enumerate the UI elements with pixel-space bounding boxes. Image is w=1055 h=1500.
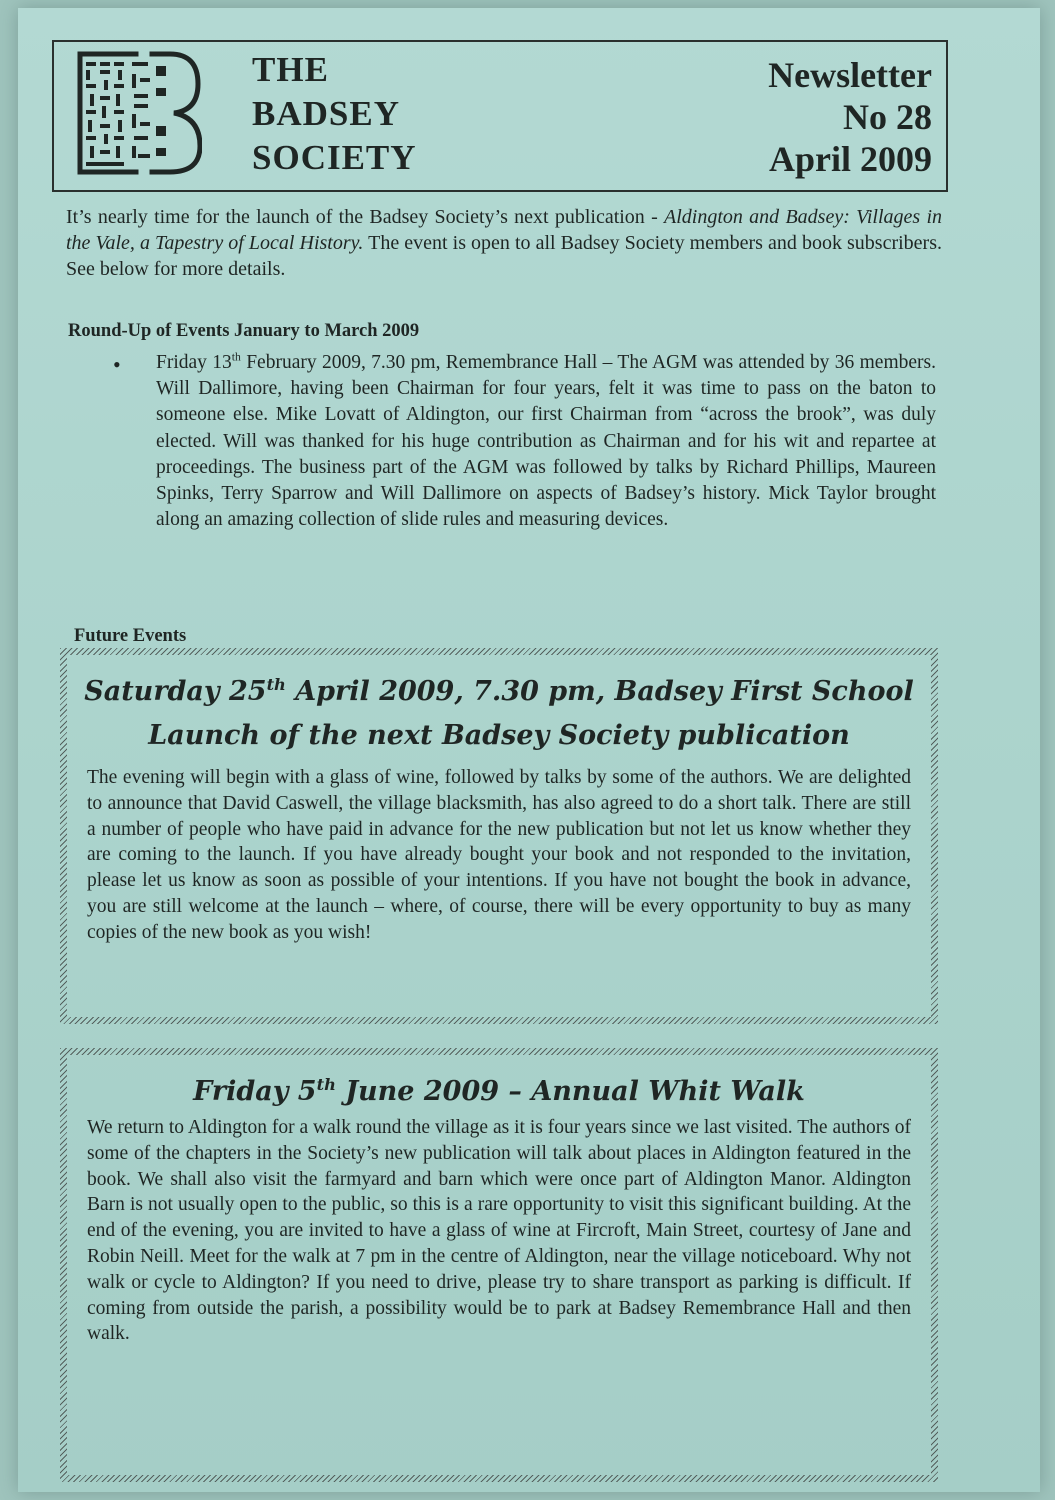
roundup-item-text: February 2009, 7.30 pm, Remembrance Hall – The AGM was attended by 36 members. Will Dallimore, having been Chairman for four years, felt it was time to pass on the baton to someone else. Mike Lovatt of Aldington, our first Chairman from “across the brook”, was duly elected. Will was thanked for his huge contribution as Chairman and for his wit and repartee at proceedings. The business part of the AGM was followed by talks by Richard Phillips, Maureen Spinks, Terry Sparrow and Will Dallimore on aspects of Badsey’s history. Mick Taylor brought along an amazing collection of slide rules and measuring devices. — [156, 352, 936, 531]
issue-date: April 2009 — [768, 139, 932, 179]
event-title-date: Saturday 25 — [84, 676, 267, 707]
event-title — [77, 1073, 921, 1111]
ordinal-suffix: th — [316, 1075, 336, 1094]
roundup-item-date: Friday 13 — [156, 352, 232, 373]
event-box-whit-walk — [60, 1048, 938, 1482]
future-events-heading: Future Events — [74, 626, 187, 646]
event-title-date: Friday 5 — [193, 1076, 317, 1107]
society-name-line: BADSEY — [252, 94, 400, 133]
society-name-line: THE — [252, 50, 329, 89]
badsey-society-logo — [74, 48, 202, 178]
ordinal-suffix: th — [231, 350, 241, 364]
event-title-details: April 2009, 7.30 pm, Badsey First School — [285, 676, 914, 707]
bullet-icon: • — [113, 352, 121, 377]
newsletter-page — [18, 8, 1040, 1492]
masthead — [52, 40, 948, 192]
intro-text: It’s nearly time for the launch of the Badsey Society’s next publication - — [66, 206, 665, 228]
roundup-item — [156, 350, 936, 533]
event-description: The evening will begin with a glass of wine, followed by talks by some of the authors. We are delighted to announce that David Caswell, the village blacksmith, has also agreed to do a short talk. There are still a number of people who have paid in advance for the new publication but not let us know whether they are coming to the launch. If you have already bought your book and not responded to the invitation, please let us know as soon as possible of your intentions. If you have not bought the book in advance, you are still welcome at the launch – where, of course, there will be every opportunity to buy as many copies of the new book as you wish! — [87, 767, 911, 943]
issue-info — [768, 54, 932, 180]
roundup-heading: Round-Up of Events January to March 2009 — [68, 321, 420, 341]
intro-text-end: The event is open to all Badsey Society members and book subscribers. See below for more details. — [66, 232, 943, 280]
newsletter-label: Newsletter — [768, 55, 932, 95]
society-name-line: SOCIETY — [252, 138, 417, 177]
book-title: Aldington and Badsey: Villages in the Vale, a Tapestry of Local History. — [66, 206, 943, 254]
society-name — [252, 48, 417, 180]
ordinal-suffix: th — [266, 675, 286, 694]
intro-paragraph — [66, 204, 942, 282]
event-description: We return to Aldington for a walk round the village as it is four years since we last visited. The authors of some of the chapters in the Society’s new publication will talk about places in Aldington featured in the book. We shall also visit the farmyard and barn which were once part of Aldington Manor. Aldington Barn is not usually open to the public, so this is a rare opportunity to visit this significant building. At the end of the evening, you are invited to have a glass of wine at Fircroft, Main Street, courtesy of Jane and Robin Neill. Meet for the walk at 7 pm in the centre of Aldington, near the village noticeboard. Why not walk or cycle to Aldington? If you need to drive, please try to share transport as parking is difficult. If coming from outside the parish, a possibility would be to park at Badsey Remembrance Hall and then walk. — [87, 1117, 911, 1345]
issue-number: No 28 — [843, 97, 932, 137]
event-subtitle: Launch of the next Badsey Society publication — [148, 720, 850, 751]
event-title — [77, 673, 921, 711]
event-box-launch — [60, 648, 938, 1024]
event-title-details: June 2009 – Annual Whit Walk — [335, 1076, 805, 1107]
